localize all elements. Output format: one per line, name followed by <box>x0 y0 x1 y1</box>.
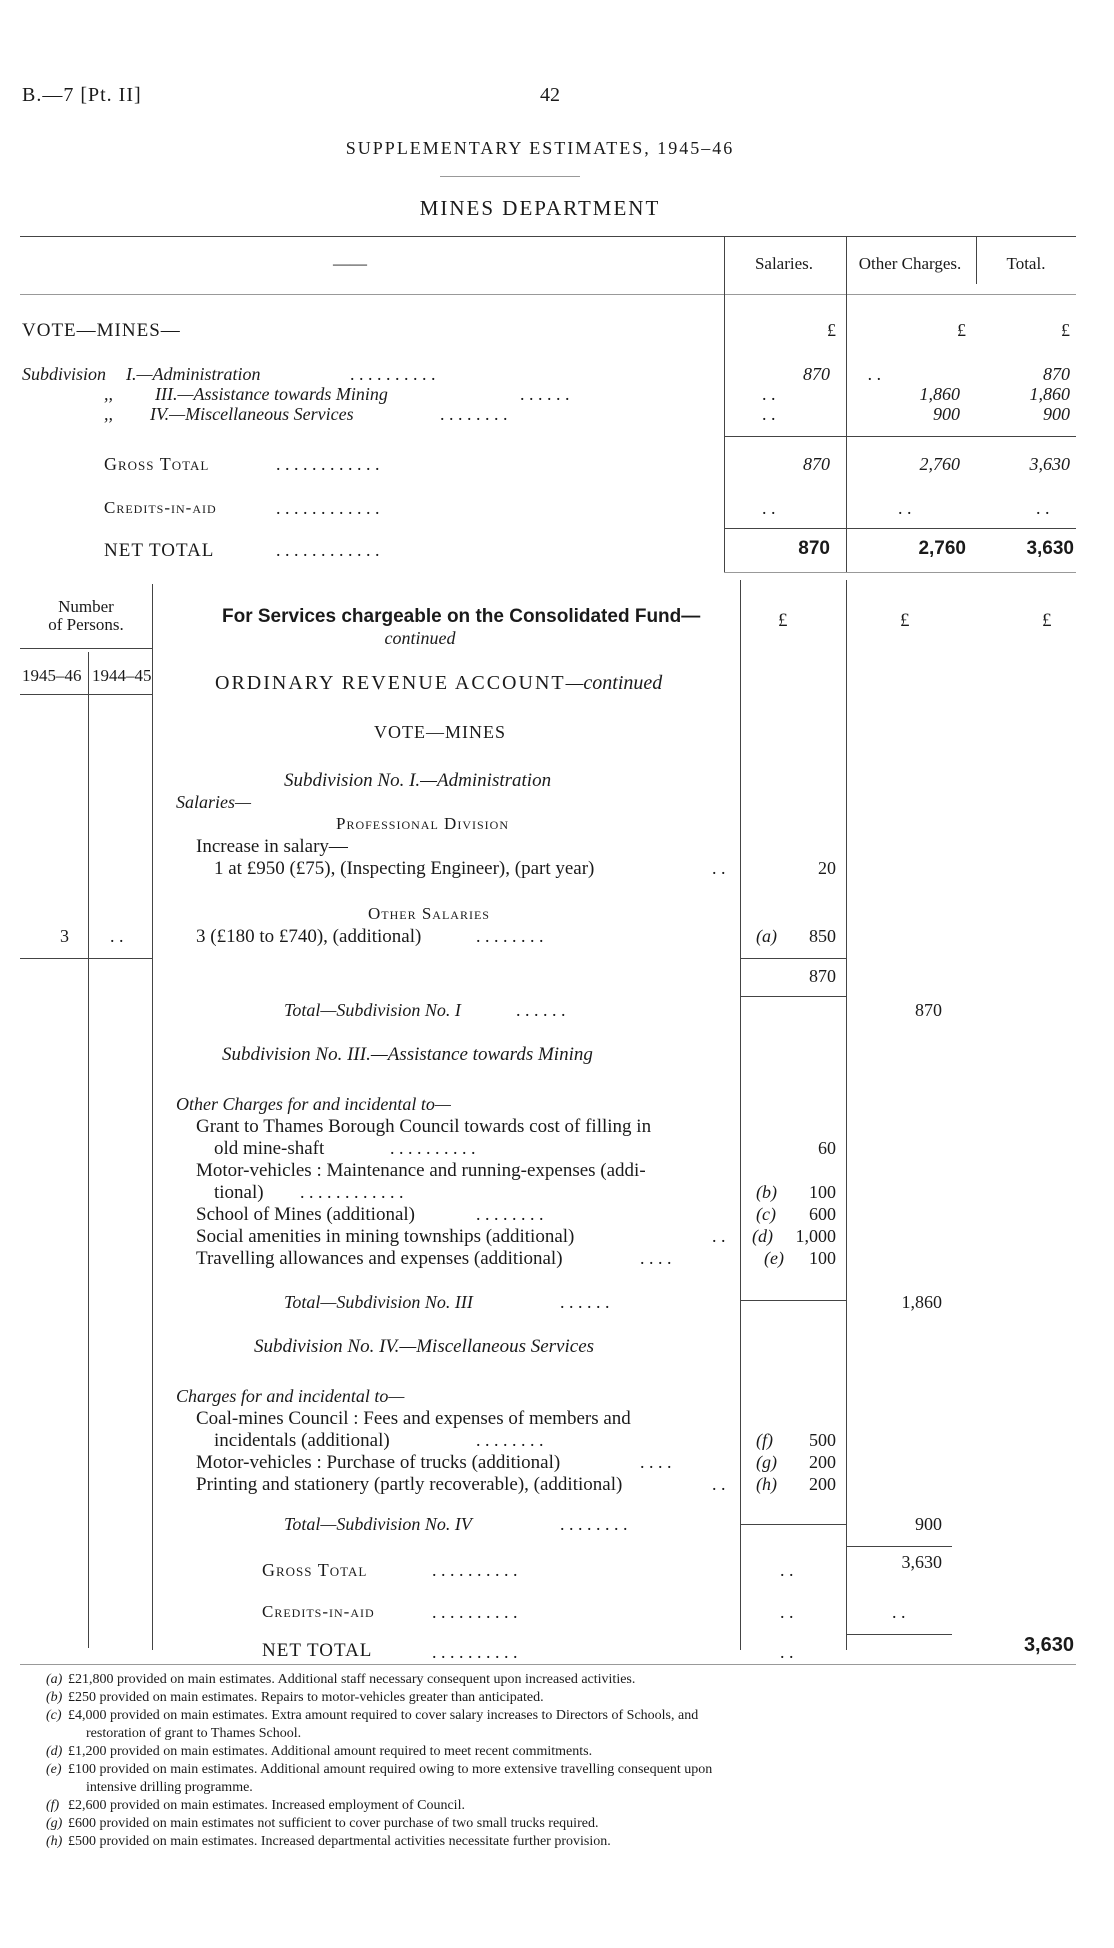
department-title: MINES DEPARTMENT <box>419 196 661 220</box>
footnote-ref: (e) <box>764 1248 784 1268</box>
summary-row-label: I.—Administration <box>126 364 261 384</box>
line-item-label: Printing and stationery (partly recoverable), (additional) <box>196 1474 623 1495</box>
detail-bottom-rule <box>20 1664 1076 1665</box>
footnote-text: £500 provided on main estimates. Increased departmental activities necessitate further provision. <box>68 1834 611 1849</box>
footnote-mark: (b) <box>46 1690 63 1705</box>
line-item-dots: . . . . <box>640 1452 672 1472</box>
footnote-ref: (c) <box>756 1204 776 1224</box>
detail-col-divider <box>846 580 847 1650</box>
increase-label: Increase in salary— <box>196 836 348 857</box>
persons-year-1945: 1945–46 <box>22 666 82 685</box>
pound-sign: £ <box>827 320 836 340</box>
line-item-dots: . . <box>712 1226 726 1246</box>
detail-gross-salaries: . . <box>780 1560 794 1580</box>
detail-gross-dots: . . . . . . . . . . <box>432 1560 518 1580</box>
summary-row-dots: . . . . . . . . <box>440 404 508 424</box>
footnote-ref: (b) <box>756 1182 777 1202</box>
summary-row-salaries: 870 <box>803 364 830 384</box>
summary-row-dots: . . . . . . . . . . <box>350 364 436 384</box>
subtotal-rule <box>740 996 846 997</box>
persons-column-header: Number of Persons. <box>48 597 124 634</box>
summary-col-divider <box>846 236 847 572</box>
summary-row-prefix: ,, <box>104 384 113 404</box>
line-item-dots: . . . . . . . . <box>476 1430 544 1450</box>
line-item-label: incidentals (additional) <box>214 1430 390 1451</box>
summary-row-salaries: . . <box>762 404 776 424</box>
summary-col-divider <box>724 236 725 572</box>
footnote-text: £600 provided on main estimates not sufficient to cover purchase of two small trucks required. <box>68 1816 599 1831</box>
footnote-ref: (f) <box>756 1430 773 1450</box>
line-item-label: old mine-shaft <box>214 1138 325 1159</box>
summary-credits-dots: . . . . . . . . . . . . <box>276 498 380 518</box>
coal-line-1: Coal-mines Council : Fees and expenses of members and <box>196 1408 631 1429</box>
line-item-amount: 200 <box>809 1474 836 1494</box>
persons-bottom-rule <box>20 958 152 959</box>
detail-credits-dots: . . . . . . . . . . <box>432 1602 518 1622</box>
summary-row-total: 1,860 <box>1029 384 1070 404</box>
summary-gross-dots: . . . . . . . . . . . . <box>276 454 380 474</box>
line-item-label: 3 (£180 to £740), (additional) <box>196 926 422 947</box>
line-item-amount: 850 <box>809 926 836 946</box>
line-item-dots: . . . . . . . . <box>476 1204 544 1224</box>
summary-vote-label: VOTE—MINES— <box>22 320 181 341</box>
summary-subtotal-rule <box>724 436 1076 437</box>
detail-col-divider <box>152 584 153 1650</box>
line-item-label: Travelling allowances and expenses (additional) <box>196 1248 563 1269</box>
line-item-label: tional) <box>214 1182 264 1203</box>
summary-row-label: III.—Assistance towards Mining <box>155 384 388 404</box>
footnote-text: £2,600 provided on main estimates. Increased employment of Council. <box>68 1798 465 1813</box>
line-item-label: 1 at £950 (£75), (Inspecting Engineer), (part year) <box>214 858 595 879</box>
footnote-ref: (g) <box>756 1452 777 1472</box>
subtitle-rule <box>440 176 580 177</box>
line-item-label: School of Mines (additional) <box>196 1204 415 1225</box>
footnote-mark: (f) <box>46 1798 60 1813</box>
summary-net-total: 3,630 <box>1026 538 1074 559</box>
summary-row-dots: . . . . . . <box>520 384 570 404</box>
line-item-amount: 200 <box>809 1452 836 1472</box>
page-number: 42 <box>540 84 560 106</box>
summary-row-other: 1,860 <box>919 384 960 404</box>
subtotal-rule <box>740 1300 846 1301</box>
footnote-mark: (c) <box>46 1708 62 1723</box>
detail-heading: For Services chargeable on the Consolidated Fund— <box>222 606 701 627</box>
detail-credits-label: Credits-in-aid <box>262 1602 375 1621</box>
pound-sign: £ <box>778 610 788 631</box>
net-total-rule <box>846 1634 952 1635</box>
subdivision-4-total-label: Total—Subdivision No. IV <box>284 1514 472 1534</box>
line-item-dots: . . . . . . . . . . . . <box>300 1182 404 1202</box>
detail-heading-continued: continued <box>384 628 456 648</box>
persons-count-1944: . . <box>110 926 124 946</box>
persons-year-1944: 1944–45 <box>92 666 152 685</box>
subdivision-3-title: Subdivision No. III.—Assistance towards Mining <box>222 1044 593 1065</box>
footnote-mark: (a) <box>46 1672 63 1687</box>
line-item-label: Motor-vehicles : Purchase of trucks (additional) <box>196 1452 561 1473</box>
summary-gross-salaries: 870 <box>803 454 830 474</box>
line-item-amount: 1,000 <box>795 1226 836 1246</box>
summary-row-total: 870 <box>1043 364 1070 384</box>
vote-title: VOTE—MINES <box>374 722 506 742</box>
document-subtitle: SUPPLEMENTARY ESTIMATES, 1945–46 <box>345 138 735 158</box>
summary-credits-label: Credits-in-aid <box>104 498 217 517</box>
footnote-mark: (h) <box>46 1834 63 1849</box>
summary-row-prefix: Subdivision <box>22 364 106 384</box>
summary-gross-total: 3,630 <box>1029 454 1070 474</box>
footnote-text: restoration of grant to Thames School. <box>86 1726 302 1741</box>
subdivision-3-total: 1,860 <box>901 1292 942 1312</box>
summary-credits-salaries: . . <box>762 498 776 518</box>
summary-credits-total: . . <box>1036 498 1050 518</box>
account-heading <box>215 672 662 695</box>
summary-header-dash: —— <box>333 254 367 273</box>
footnote-ref: (h) <box>756 1474 777 1494</box>
line-item-amount: 100 <box>809 1182 836 1202</box>
subdivision-3-total-label: Total—Subdivision No. III <box>284 1292 473 1312</box>
line-item-dots: . . <box>712 858 726 878</box>
summary-credits-other: . . <box>898 498 912 518</box>
detail-col-divider <box>740 580 741 1650</box>
detail-gross-label: Gross Total <box>262 1560 368 1580</box>
detail-net-dots: . . . . . . . . . . <box>432 1642 518 1662</box>
subdivision-3-total-dots: . . . . . . <box>560 1292 610 1312</box>
summary-net-dots: . . . . . . . . . . . . <box>276 540 380 560</box>
subdivision-4-total: 900 <box>915 1514 942 1534</box>
footnote-text: £4,000 provided on main estimates. Extra amount required to cover salary increases to Directors of Schools, and <box>68 1708 699 1723</box>
subdivision-4-title: Subdivision No. IV.—Miscellaneous Services <box>254 1336 595 1357</box>
footnote-ref: (a) <box>756 926 777 946</box>
line-item-amount: 60 <box>818 1138 836 1158</box>
detail-credits-salaries: . . <box>780 1602 794 1622</box>
summary-net-salaries: 870 <box>798 538 830 559</box>
summary-header-total: Total. <box>1006 254 1046 273</box>
line-item-amount: 100 <box>809 1248 836 1268</box>
detail-net-label: NET TOTAL <box>262 1640 373 1661</box>
footnote-text: intensive drilling programme. <box>86 1780 253 1795</box>
summary-net-rule <box>724 528 1076 529</box>
subdivision-1-total-label: Total—Subdivision No. I <box>284 1000 461 1020</box>
summary-bottom-rule <box>724 572 1076 573</box>
summary-header-salaries: Salaries. <box>754 254 814 273</box>
line-item-amount: 600 <box>809 1204 836 1224</box>
other-charges-label: Other Charges for and incidental to— <box>176 1094 451 1114</box>
account-title: ORDINARY REVENUE ACCOUNT <box>215 672 566 694</box>
charges-label: Charges for and incidental to— <box>176 1386 405 1406</box>
subtotal-rule <box>740 958 846 959</box>
line-item-dots: . . . . . . . . <box>476 926 544 946</box>
motor-line-1: Motor-vehicles : Maintenance and running-expenses (addi- <box>196 1160 646 1181</box>
footnote-mark: (e) <box>46 1762 62 1777</box>
footnote-mark: (g) <box>46 1816 63 1831</box>
subdivision-1-total-dots: . . . . . . <box>516 1000 566 1020</box>
grant-line-1: Grant to Thames Borough Council towards cost of filling in <box>196 1116 652 1137</box>
summary-col-divider <box>976 236 977 284</box>
summary-row-salaries: . . <box>762 384 776 404</box>
line-item-amount: 20 <box>818 858 836 878</box>
other-salaries-label: Other Salaries <box>368 904 490 923</box>
salaries-label: Salaries— <box>176 792 252 812</box>
summary-gross-label: Gross Total <box>104 454 210 474</box>
subdivision-1-subtotal: 870 <box>809 966 836 986</box>
line-item-dots: . . . . <box>640 1248 672 1268</box>
summary-row-other: 900 <box>933 404 960 424</box>
subtotal-rule <box>740 1524 846 1525</box>
summary-net-other: 2,760 <box>918 538 966 559</box>
document-reference: B.—7 [Pt. II] <box>22 84 142 106</box>
detail-net-salaries: . . <box>780 1642 794 1662</box>
summary-header-rule <box>20 294 1076 295</box>
summary-row-total: 900 <box>1043 404 1070 424</box>
footnote-text: £21,800 provided on main estimates. Additional staff necessary consequent upon increased activities. <box>68 1672 636 1687</box>
pound-sign: £ <box>1061 320 1070 340</box>
professional-division-label: Professional Division <box>336 814 509 833</box>
detail-col-divider <box>88 652 89 1648</box>
summary-top-rule <box>20 236 1076 237</box>
summary-row-prefix: ,, <box>104 404 113 424</box>
persons-year-rule <box>20 694 152 695</box>
summary-gross-other: 2,760 <box>919 454 960 474</box>
line-item-amount: 500 <box>809 1430 836 1450</box>
summary-row-other: . . <box>868 364 882 384</box>
detail-net-total: 3,630 <box>1023 1634 1074 1656</box>
summary-row-label: IV.—Miscellaneous Services <box>150 404 354 424</box>
subdivision-1-title: Subdivision No. I.—Administration <box>284 770 552 791</box>
subdivision-4-total-dots: . . . . . . . . <box>560 1514 628 1534</box>
footnote-ref: (d) <box>752 1226 773 1246</box>
line-item-dots: . . <box>712 1474 726 1494</box>
detail-gross-total: 3,630 <box>901 1552 942 1572</box>
subdivision-1-total: 870 <box>915 1000 942 1020</box>
footnote-mark: (d) <box>46 1744 63 1759</box>
account-continued: —continued <box>565 672 663 694</box>
footnote-text: £100 provided on main estimates. Additional amount required owing to more extensive travelling consequent upon <box>68 1762 713 1777</box>
summary-header-other-charges: Other Charges. <box>858 254 962 273</box>
gross-total-rule <box>846 1546 952 1547</box>
pound-sign: £ <box>900 610 910 631</box>
detail-credits-other: . . <box>892 1602 906 1622</box>
footnote-text: £1,200 provided on main estimates. Additional amount required to meet recent commitments. <box>68 1744 593 1759</box>
pound-sign: £ <box>957 320 966 340</box>
line-item-label: Social amenities in mining townships (additional) <box>196 1226 575 1247</box>
line-item-dots: . . . . . . . . . . <box>390 1138 476 1158</box>
summary-net-label: NET TOTAL <box>104 540 215 561</box>
footnote-text: £250 provided on main estimates. Repairs to motor-vehicles greater than anticipated. <box>68 1690 544 1705</box>
persons-count-1945: 3 <box>60 926 69 946</box>
pound-sign: £ <box>1042 610 1052 631</box>
persons-header-rule <box>20 648 152 649</box>
